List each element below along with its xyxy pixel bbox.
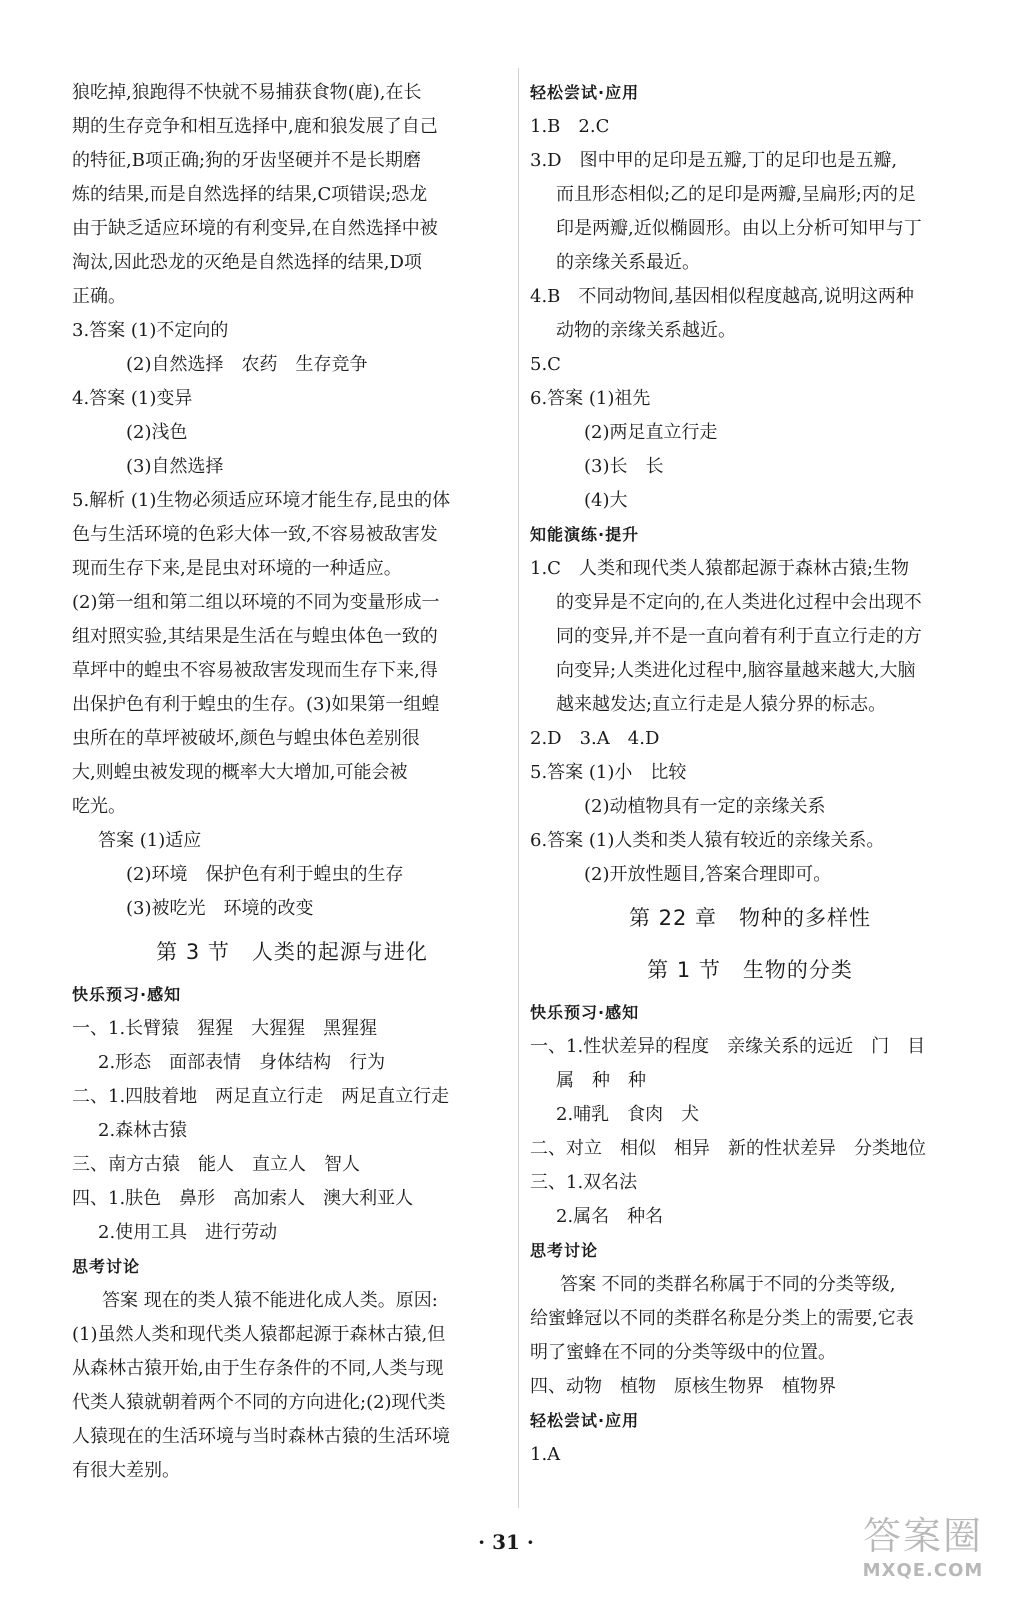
answer-item: 三、南方古猿 能人 直立人 智人 [72, 1154, 360, 1175]
section-label: 轻松尝试·应用 [530, 1411, 640, 1430]
answer-subitem: (2)两足直立行走 [584, 422, 718, 443]
answer-item: 3.答案 (1)不定向的 [72, 320, 229, 341]
answer-item: 5.解析 (1)生物必须适应环境才能生存,昆虫的体 [72, 490, 451, 511]
right-column [530, 76, 970, 1472]
answer-item: 答案 (1)适应 [98, 830, 202, 851]
page-number: · 31 · [478, 1530, 534, 1554]
answer-item: 1.B 2.C [530, 116, 610, 137]
answer-subitem: (3)长 长 [584, 456, 664, 477]
text-line: 越来越发达;直立行走是人猿分界的标志。 [556, 694, 887, 715]
text-line: 答案 现在的类人猿不能进化成人类。原因: [102, 1290, 438, 1311]
answer-subitem: 2.森林古猿 [98, 1120, 188, 1141]
text-line: 吃光。 [72, 796, 126, 817]
answer-subitem: (4)大 [584, 490, 628, 511]
answer-subitem: (3)被吃光 环境的改变 [126, 898, 314, 919]
answer-item: 四、动物 植物 原核生物界 植物界 [530, 1376, 836, 1397]
text-line: 的变异是不定向的,在人类进化过程中会出现不 [556, 592, 922, 613]
text-line: (2)第一组和第二组以环境的不同为变量形成一 [72, 592, 440, 613]
answer-subitem: (2)动植物具有一定的亲缘关系 [584, 796, 826, 817]
text-line: 现而生存下来,是昆虫对环境的一种适应。 [72, 558, 402, 579]
text-line: (1)虽然人类和现代类人猿都起源于森林古猿,但 [72, 1324, 446, 1345]
text-line: 的亲缘关系最近。 [556, 252, 700, 273]
answer-item: 4.B 不同动物间,基因相似程度越高,说明这两种 [530, 286, 914, 307]
answer-item: 三、1.双名法 [530, 1172, 638, 1193]
column-divider [518, 68, 519, 1508]
text-line: 印是两瓣,近似椭圆形。由以上分析可知甲与丁 [556, 218, 922, 239]
section-label: 思考讨论 [72, 1257, 141, 1276]
text-line: 的特征,B项正确;狗的牙齿坚硬并不是长期磨 [72, 150, 422, 171]
answer-item: 1.C 人类和现代类人猿都起源于森林古猿;生物 [530, 558, 910, 579]
text-line: 期的生存竞争和相互选择中,鹿和狼发展了自己 [72, 116, 438, 137]
text-line: 炼的结果,而是自然选择的结果,C项错误;恐龙 [72, 184, 428, 205]
answer-subitem: 2.哺乳 食肉 犬 [556, 1104, 700, 1125]
text-line: 有很大差别。 [72, 1460, 180, 1481]
text-line: 人猿现在的生活环境与当时森林古猿的生活环境 [72, 1426, 450, 1447]
text-line: 答案 不同的类群名称属于不同的分类等级, [560, 1274, 896, 1295]
answer-item: 1.A [530, 1444, 561, 1465]
text-line: 色与生活环境的色彩大体一致,不容易被敌害发 [72, 524, 438, 545]
answer-item: 二、对立 相似 相异 新的性状差异 分类地位 [530, 1138, 926, 1159]
answer-item: 四、1.肤色 鼻形 高加索人 澳大利亚人 [72, 1188, 414, 1209]
text-line: 明了蜜蜂在不同的分类等级中的位置。 [530, 1342, 836, 1363]
text-line: 淘汰,因此恐龙的灭绝是自然选择的结果,D项 [72, 252, 422, 273]
answer-subitem: 2.形态 面部表情 身体结构 行为 [98, 1052, 386, 1073]
answer-subitem: (2)浅色 [126, 422, 188, 443]
text-line: 动物的亲缘关系越近。 [556, 320, 736, 341]
chapter-title: 第 22 章 物种的多样性 [628, 906, 872, 930]
answer-subitem: (2)开放性题目,答案合理即可。 [584, 864, 832, 885]
section-title: 第 3 节 人类的起源与进化 [156, 940, 428, 964]
answer-subitem: 属 种 种 [556, 1070, 646, 1091]
left-column [72, 76, 512, 1488]
text-line: 大,则蝗虫被发现的概率大大增加,可能会被 [72, 762, 408, 783]
answer-item: 4.答案 (1)变异 [72, 388, 193, 409]
answer-subitem: 2.属名 种名 [556, 1206, 664, 1227]
answer-item: 3.D 图中甲的足印是五瓣,丁的足印也是五瓣, [530, 150, 898, 171]
answer-item: 一、1.长臂猿 猩猩 大猩猩 黑猩猩 [72, 1018, 378, 1039]
text-line: 给蜜蜂冠以不同的类群名称是分类上的需要,它表 [530, 1308, 914, 1329]
answer-item: 2.D 3.A 4.D [530, 728, 660, 749]
text-line: 由于缺乏适应环境的有利变异,在自然选择中被 [72, 218, 438, 239]
answer-item: 二、1.四肢着地 两足直立行走 两足直立行走 [72, 1086, 450, 1107]
section-label: 快乐预习·感知 [530, 1003, 640, 1022]
answer-subitem: (2)环境 保护色有利于蝗虫的生存 [126, 864, 404, 885]
text-line: 同的变异,并不是一直向着有利于直立行走的方 [556, 626, 922, 647]
watermark-text: 答案圈 [862, 1514, 983, 1558]
answer-subitem: 2.使用工具 进行劳动 [98, 1222, 278, 1243]
watermark-logo [848, 1512, 998, 1592]
text-line: 从森林古猿开始,由于生存条件的不同,人类与现 [72, 1358, 444, 1379]
section-label: 知能演练·提升 [530, 525, 640, 544]
answer-item: 6.答案 (1)人类和类人猿有较近的亲缘关系。 [530, 830, 885, 851]
text-line: 草坪中的蝗虫不容易被敌害发现而生存下来,得 [72, 660, 438, 681]
answer-item: 一、1.性状差异的程度 亲缘关系的远近 门 目 [530, 1036, 926, 1057]
text-line: 组对照实验,其结果是生活在与蝗虫体色一致的 [72, 626, 438, 647]
text-line: 向变异;人类进化过程中,脑容量越来越大,大脑 [556, 660, 916, 681]
section-label: 快乐预习·感知 [72, 985, 182, 1004]
answer-subitem: (3)自然选择 [126, 456, 224, 477]
section-title: 第 1 节 生物的分类 [647, 958, 853, 982]
answer-item: 5.C [530, 354, 561, 375]
section-label: 轻松尝试·应用 [530, 83, 640, 102]
text-line: 虫所在的草坪被破坏,颜色与蝗虫体色差别很 [72, 728, 420, 749]
answer-subitem: (2)自然选择 农药 生存竞争 [126, 354, 368, 375]
text-line: 狼吃掉,狼跑得不快就不易捕获食物(鹿),在长 [72, 82, 422, 103]
answer-item: 5.答案 (1)小 比较 [530, 762, 687, 783]
section-label: 思考讨论 [530, 1241, 599, 1260]
watermark-url: MXQE.COM [862, 1560, 984, 1581]
text-line: 代类人猿就朝着两个不同的方向进化;(2)现代类 [72, 1392, 446, 1413]
text-line: 出保护色有利于蝗虫的生存。(3)如果第一组蝗 [72, 694, 440, 715]
text-line: 而且形态相似;乙的足印是两瓣,呈扁形;丙的足 [556, 184, 916, 205]
answer-item: 6.答案 (1)祖先 [530, 388, 651, 409]
text-line: 正确。 [72, 286, 126, 307]
